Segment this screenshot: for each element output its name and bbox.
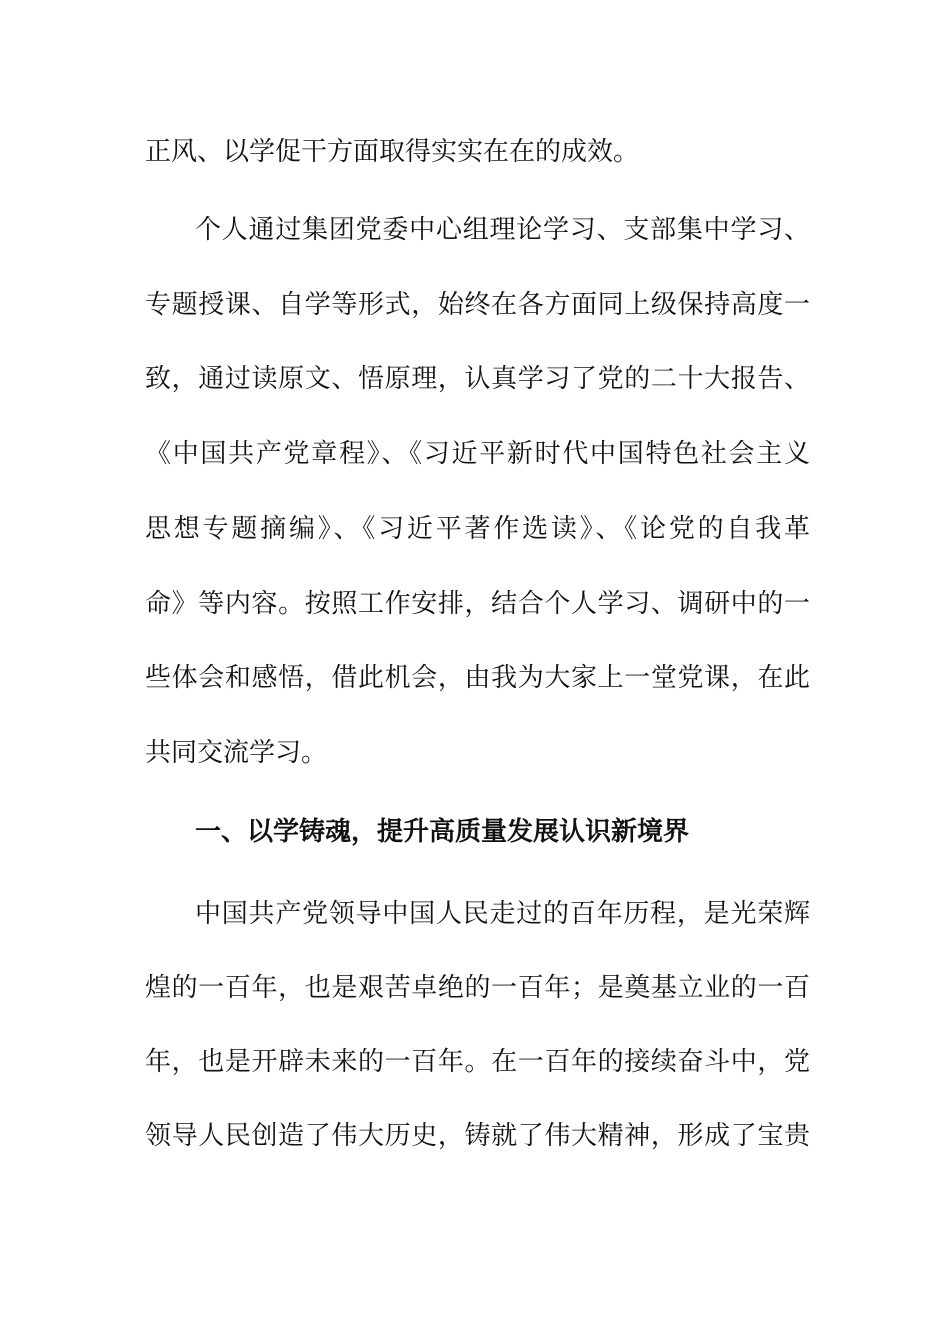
paragraph-line: 正风、以学促干方面取得实实在在的成效。 xyxy=(145,137,640,167)
paragraph-line: 命》等内容。按照工作安排，结合个人学习、调研中的一 xyxy=(145,589,810,619)
paragraph-line: 致，通过读原文、悟原理，认真学习了党的二十大报告、 xyxy=(145,364,810,394)
paragraph-line: 煌的一百年，也是艰苦卓绝的一百年；是奠基立业的一百 xyxy=(145,973,810,1003)
paragraph-line: 《中国共产党章程》、《习近平新时代中国特色社会主义 xyxy=(145,439,810,469)
paragraph-line: 共同交流学习。 xyxy=(145,738,328,768)
paragraph-line: 专题授课、自学等形式，始终在各方面同上级保持高度一 xyxy=(145,290,810,320)
paragraph-line: 些体会和感悟，借此机会，由我为大家上一堂党课，在此 xyxy=(145,663,810,693)
paragraph-line: 思想专题摘编》、《习近平著作选读》、《论党的自我革 xyxy=(145,514,810,544)
section-heading: 一、以学铸魂，提升高质量发展认识新境界 xyxy=(195,817,690,847)
paragraph-line: 个人通过集团党委中心组理论学习、支部集中学习、 xyxy=(195,215,810,245)
paragraph-line: 中国共产党领导中国人民走过的百年历程，是光荣辉 xyxy=(195,899,810,929)
paragraph-line: 领导人民创造了伟大历史，铸就了伟大精神，形成了宝贵 xyxy=(145,1121,810,1151)
paragraph-line: 年，也是开辟未来的一百年。在一百年的接续奋斗中，党 xyxy=(145,1047,810,1077)
